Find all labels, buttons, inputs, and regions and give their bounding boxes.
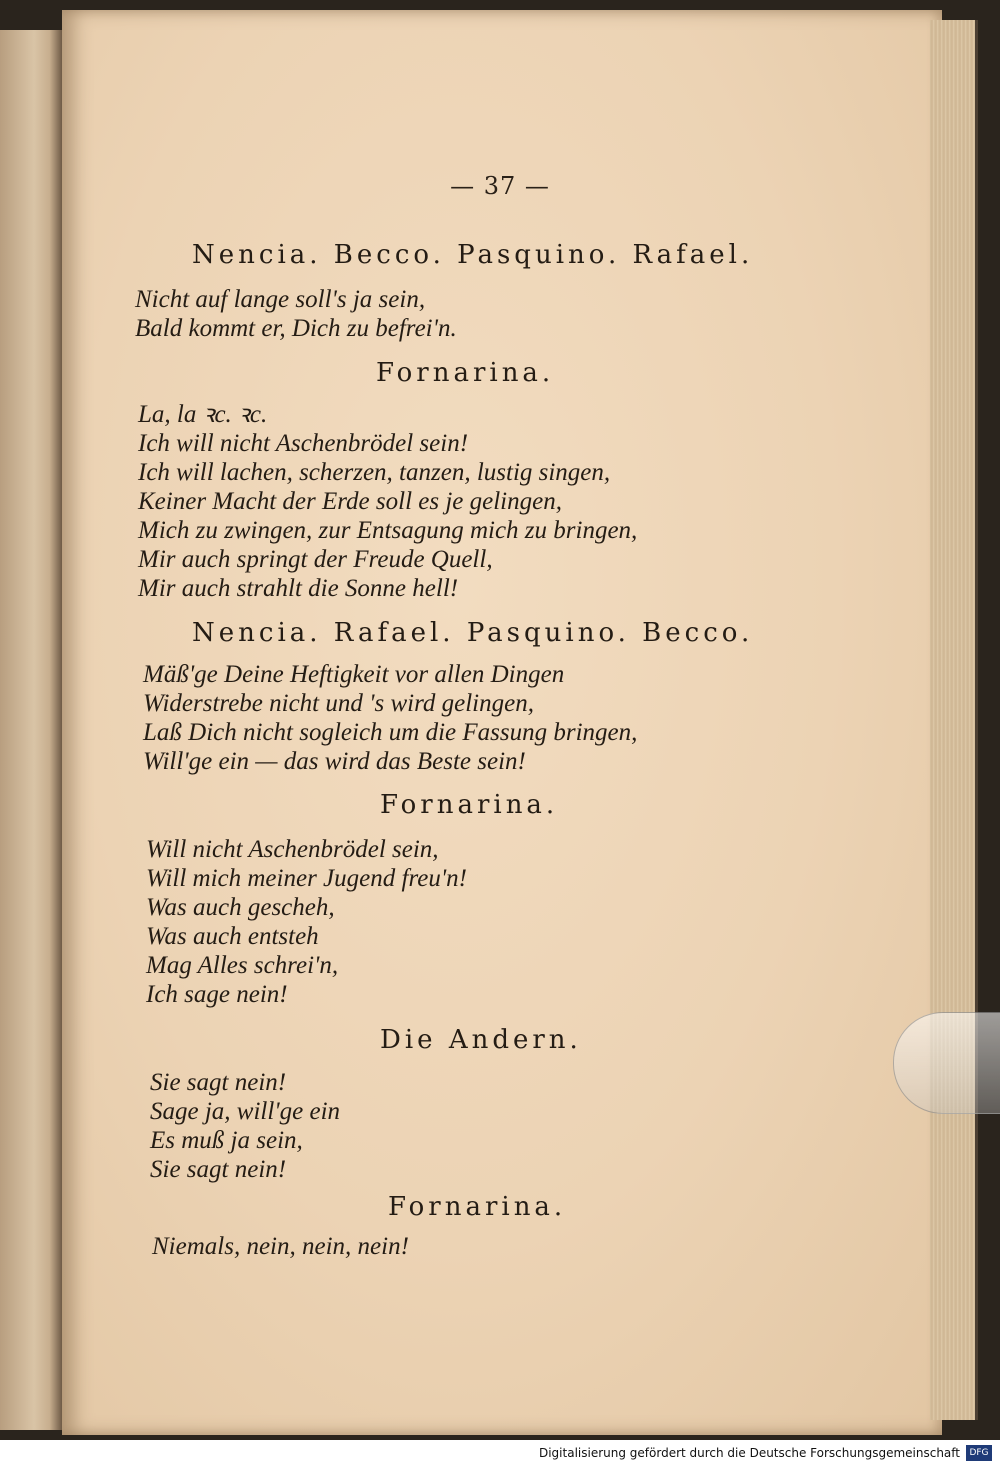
verse-line: Mir auch strahlt die Sonne hell! bbox=[138, 575, 459, 602]
speaker-heading-2: Fornarina. bbox=[376, 358, 555, 388]
speaker-heading-5: Die Andern. bbox=[380, 1025, 582, 1055]
speaker-heading-6: Fornarina. bbox=[388, 1192, 567, 1222]
verse-line: Was auch gescheh, bbox=[146, 894, 335, 921]
verse-line: Niemals, nein, nein, nein! bbox=[152, 1233, 409, 1260]
verse-line: Mich zu zwingen, zur Entsagung mich zu bringen, bbox=[138, 517, 638, 544]
verse-line: Es muß ja sein, bbox=[150, 1127, 303, 1154]
dfg-logo: DFG bbox=[966, 1445, 992, 1461]
verse-line: Was auch entsteh bbox=[146, 923, 319, 950]
footer-credit: Digitalisierung gefördert durch die Deutsche Forschungsgemeinschaft bbox=[538, 1446, 960, 1460]
verse-line: Sage ja, will'ge ein bbox=[150, 1098, 341, 1125]
verse-line: Bald kommt er, Dich zu befrei'n. bbox=[135, 315, 457, 342]
verse-line: Ich will nicht Aschenbrödel sein! bbox=[138, 430, 469, 457]
verse-line: La, la ꝛc. ꝛc. bbox=[138, 401, 268, 428]
verse-block-1 bbox=[135, 285, 457, 343]
verse-line: Will nicht Aschenbrödel sein, bbox=[146, 836, 439, 863]
verse-line: Ich sage nein! bbox=[146, 981, 288, 1008]
verse-line: Keiner Macht der Erde soll es je gelingen, bbox=[138, 488, 562, 515]
verse-line: Widerstrebe nicht und 's wird gelingen, bbox=[143, 690, 534, 717]
verse-line: Nicht auf lange soll's ja sein, bbox=[135, 286, 426, 313]
verse-block-6 bbox=[152, 1232, 409, 1261]
verse-line: Mäß'ge Deine Heftigkeit vor allen Dingen bbox=[143, 661, 565, 688]
verse-line: Sie sagt nein! bbox=[150, 1156, 287, 1183]
verse-line: Mag Alles schrei'n, bbox=[146, 952, 339, 979]
speaker-heading-1: Nencia. Becco. Pasquino. Rafael. bbox=[192, 240, 754, 270]
verse-line: Sie sagt nein! bbox=[150, 1069, 287, 1096]
verse-line: Laß Dich nicht sogleich um die Fassung bringen, bbox=[143, 719, 638, 746]
page-number: — 37 — bbox=[450, 172, 550, 200]
verse-block-3 bbox=[143, 660, 637, 776]
verse-line: Will mich meiner Jugend freu'n! bbox=[146, 865, 468, 892]
footer-bar bbox=[0, 1440, 1000, 1468]
verse-line: Ich will lachen, scherzen, tanzen, lustig singen, bbox=[138, 459, 611, 486]
verse-line: Mir auch springt der Freude Quell, bbox=[138, 546, 493, 573]
left-page-edge bbox=[0, 30, 62, 1430]
speaker-heading-4: Fornarina. bbox=[380, 790, 559, 820]
page-marker-tab bbox=[893, 1012, 1000, 1114]
verse-block-4 bbox=[146, 835, 467, 1009]
verse-block-2 bbox=[138, 400, 637, 603]
page-edges bbox=[930, 20, 978, 1420]
verse-line: Will'ge ein — das wird das Beste sein! bbox=[143, 748, 526, 775]
speaker-heading-3: Nencia. Rafael. Pasquino. Becco. bbox=[192, 618, 754, 648]
verse-block-5 bbox=[150, 1068, 340, 1184]
